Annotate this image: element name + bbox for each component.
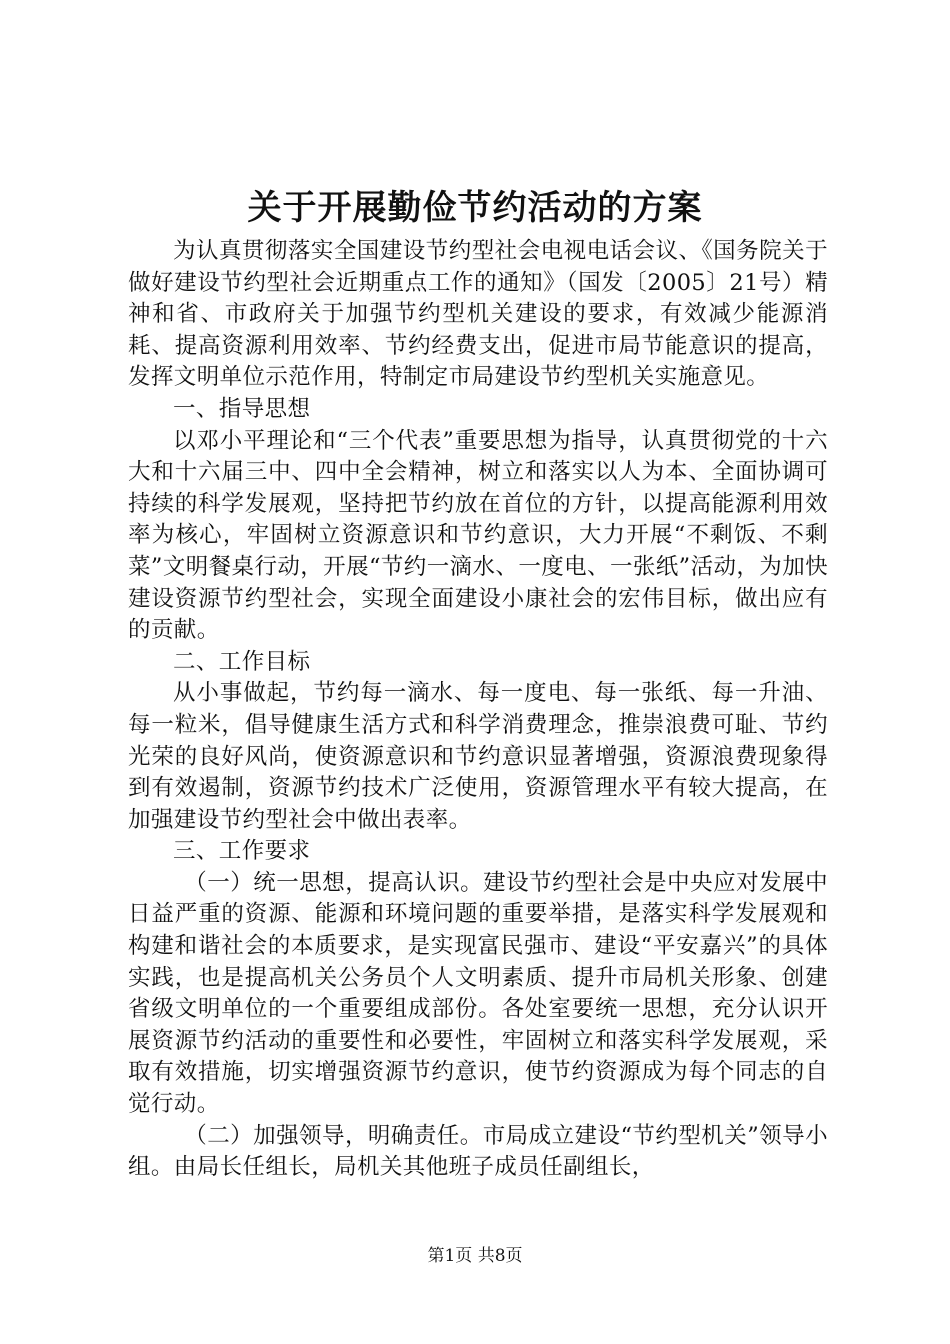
intro-paragraph: 为认真贯彻落实全国建设节约型社会电视电话会议、《国务院关于做好建设节约型社会近期重点工作的通知》（国发〔2005〕21号）精神和省、市政府关于加强节约型机关建设的要求，有效减少能源消耗、提高资源利用效率、节约经费支出，促进市局节能意识的提高，发挥文明单位示范作用，特制定市局建设节约型机关实施意见。 (128, 238, 828, 391)
work-goals-paragraph: 从小事做起，节约每一滴水、每一度电、每一张纸、每一升油、每一粒米，倡导健康生活方式和科学消费理念，推崇浪费可耻、节约光荣的良好风尚，使资源意识和节约意识显著增强，资源浪费现象得到有效遏制，资源节约技术广泛使用，资源管理水平有较大提高，在加强建设节约型社会中做出表率。 (128, 680, 828, 833)
section-heading-work-goals: 二、工作目标 (173, 648, 311, 675)
requirement-1-paragraph: （一）统一思想，提高认识。建设节约型社会是中央应对发展中日益严重的资源、能源和环境问题的重要举措，是落实科学发展观和构建和谐社会的本质要求，是实现富民强市、建设“平安嘉兴”的具体实践，也是提高机关公务员个人文明素质、提升市局机关形象、创建省级文明单位的一个重要组成部份。各处室要统一思想，充分认识开展资源节约活动的重要性和必要性，牢固树立和落实科学发展观，采取有效措施，切实增强资源节约意识，使节约资源成为每个同志的自觉行动。 (128, 869, 828, 1118)
section-heading-guiding-ideology: 一、指导思想 (173, 395, 311, 422)
page-footer: 第1页 共8页 (427, 1246, 523, 1266)
guiding-ideology-paragraph: 以邓小平理论和“三个代表”重要思想为指导，认真贯彻党的十六大和十六届三中、四中全会精神，树立和落实以人为本、全面协调可持续的科学发展观，坚持把节约放在首位的方针，以提高能源利用效率为核心，牢固树立资源意识和节约意识，大力开展“不剩饭、不剩菜”文明餐桌行动，开展“节约一滴水、一度电、一张纸”活动，为加快建设资源节约型社会，实现全面建设小康社会的宏伟目标，做出应有的贡献。 (128, 427, 828, 644)
section-heading-work-requirements: 三、工作要求 (173, 838, 311, 865)
requirement-2-paragraph: （二）加强领导，明确责任。市局成立建设“节约型机关”领导小组。由局长任组长，局机关其他班子成员任副组长， (128, 1122, 828, 1181)
document-body (128, 236, 828, 1184)
document-title: 关于开展勤俭节约活动的方案 (247, 188, 703, 228)
